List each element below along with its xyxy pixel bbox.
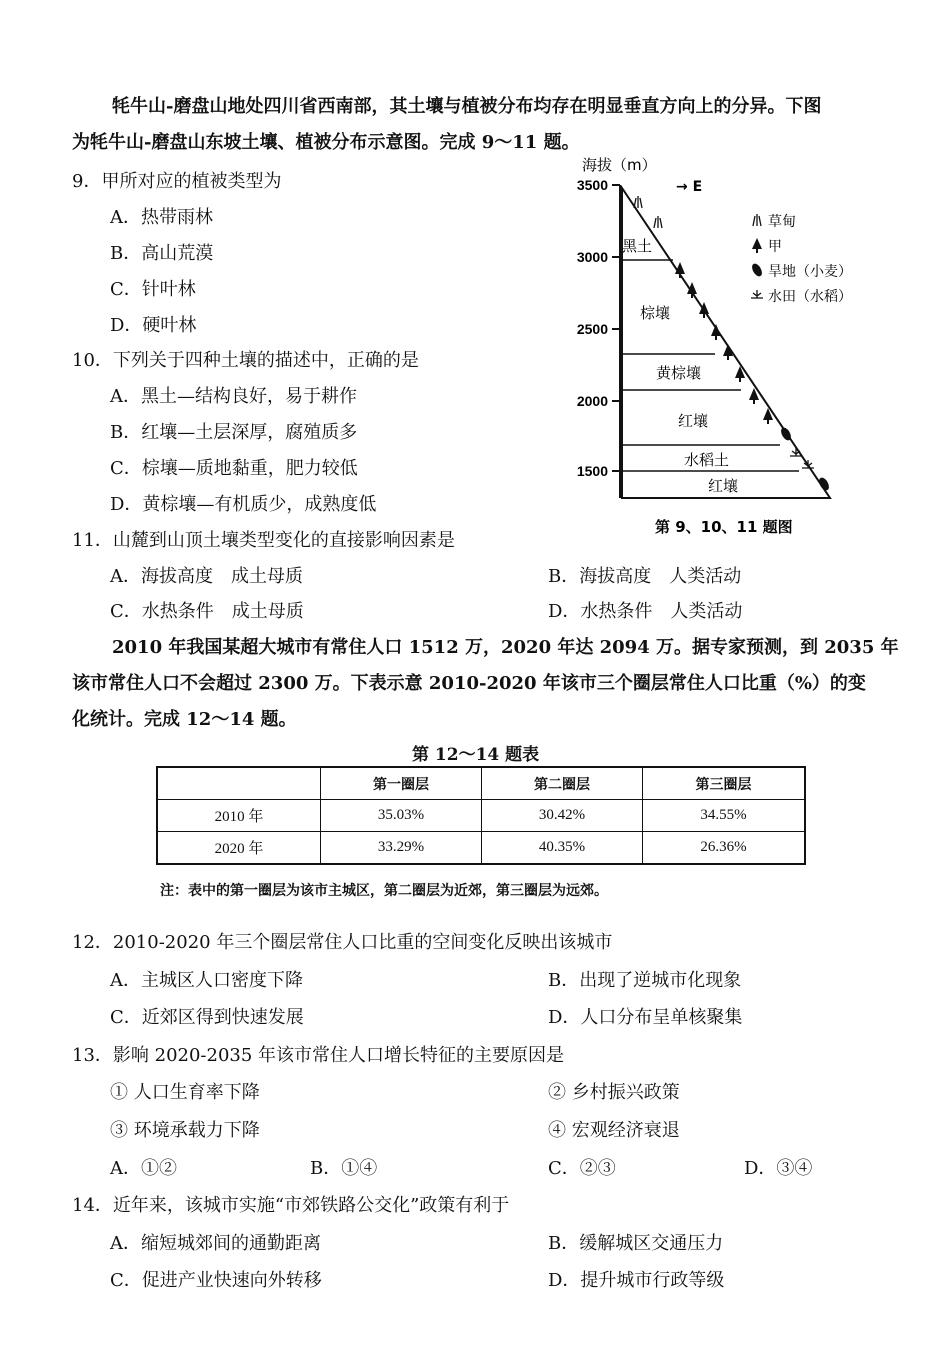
header-ring-2: 第二圈层 bbox=[482, 767, 643, 800]
tick-2000: 2000 bbox=[576, 393, 608, 409]
intro2-line-1: 2010 年我国某超大城市有常住人口 1512 万，2020 年达 2094 万。据专家预测，到 2035 年 bbox=[112, 637, 899, 658]
legend bbox=[750, 214, 852, 305]
row-year: 2010 年 bbox=[157, 800, 321, 832]
q13-option-c[interactable]: C．②③ bbox=[548, 1158, 616, 1179]
layer-red-soil-lower: 红壤 bbox=[708, 477, 739, 495]
q14-stem: 14．近年来，该城市实施“市郊铁路公交化”政策有利于 bbox=[72, 1195, 510, 1216]
q13-option-b[interactable]: B．①④ bbox=[310, 1158, 378, 1179]
q9-option-a[interactable]: A．热带雨林 bbox=[110, 207, 213, 228]
q14-option-d[interactable]: D．提升城市行政等级 bbox=[548, 1270, 725, 1291]
legend-rice-icon bbox=[751, 290, 763, 298]
q9-stem: 9．甲所对应的植被类型为 bbox=[72, 171, 282, 192]
q13-option-d[interactable]: D．③④ bbox=[744, 1158, 813, 1179]
q10-stem: 10．下列关于四种土壤的描述中，正确的是 bbox=[72, 350, 419, 371]
q12-stem: 12．2010-2020 年三个圈层常住人口比重的空间变化反映出该城市 bbox=[72, 932, 613, 953]
q9-option-d[interactable]: D．硬叶林 bbox=[110, 315, 197, 336]
table-row bbox=[157, 832, 805, 865]
header-ring-3: 第三圈层 bbox=[643, 767, 805, 800]
q13-stem: 13．影响 2020-2035 年该市常住人口增长特征的主要原因是 bbox=[72, 1045, 565, 1066]
q13-statement-3: ③ 环境承载力下降 bbox=[110, 1120, 260, 1141]
legend-tree-icon bbox=[752, 238, 762, 253]
q10-option-a[interactable]: A．黑土—结构良好，易于耕作 bbox=[110, 386, 357, 407]
intro-line-1: 牦牛山-磨盘山地处四川省西南部，其土壤与植被分布均存在明显垂直方向上的分异。下图 bbox=[112, 96, 822, 117]
q11-option-a[interactable]: A．海拔高度 成土母质 bbox=[110, 566, 303, 587]
cell: 40.35% bbox=[482, 832, 643, 865]
y-axis-title: 海拔（m） bbox=[582, 156, 657, 174]
legend-meadow: 草甸 bbox=[768, 214, 796, 230]
layer-yellow-brown-soil: 黄棕壤 bbox=[656, 364, 702, 382]
cell: 33.29% bbox=[321, 832, 482, 865]
cell: 35.03% bbox=[321, 800, 482, 832]
row-year: 2020 年 bbox=[157, 832, 321, 865]
q12-option-a[interactable]: A．主城区人口密度下降 bbox=[110, 970, 303, 991]
layer-black-soil: 黑土 bbox=[622, 237, 653, 255]
q9-option-c[interactable]: C．针叶林 bbox=[110, 279, 196, 300]
intro-line-2: 为牦牛山-磨盘山东坡土壤、植被分布示意图。完成 9～11 题。 bbox=[72, 132, 580, 153]
q14-option-b[interactable]: B．缓解城区交通压力 bbox=[548, 1233, 724, 1254]
soil-vegetation-diagram bbox=[560, 148, 880, 548]
header-blank bbox=[157, 767, 321, 800]
table-title: 第 12～14 题表 bbox=[412, 745, 540, 765]
intro2-line-2: 该市常住人口不会超过 2300 万。下表示意 2010-2020 年该市三个圈层常住人口比重（%）的变 bbox=[72, 673, 866, 694]
q13-option-a[interactable]: A．①② bbox=[110, 1158, 177, 1179]
cell: 30.42% bbox=[482, 800, 643, 832]
tick-3000: 3000 bbox=[576, 249, 608, 265]
q11-option-d[interactable]: D．水热条件 人类活动 bbox=[548, 601, 743, 622]
legend-dryland: 旱地（小麦） bbox=[768, 264, 852, 280]
legend-wheat-icon bbox=[750, 262, 764, 278]
q10-option-c[interactable]: C．棕壤—质地黏重，肥力较低 bbox=[110, 458, 358, 479]
tick-3500: 3500 bbox=[576, 177, 608, 193]
header-ring-1: 第一圈层 bbox=[321, 767, 482, 800]
layer-brown-soil: 棕壤 bbox=[640, 304, 671, 322]
q11-stem: 11．山麓到山顶土壤类型变化的直接影响因素是 bbox=[72, 530, 455, 551]
layer-paddy-soil: 水稻土 bbox=[684, 451, 730, 469]
q10-option-d[interactable]: D．黄棕壤—有机质少，成熟度低 bbox=[110, 494, 377, 515]
q11-option-c[interactable]: C．水热条件 成土母质 bbox=[110, 601, 304, 622]
table-note: 注：表中的第一圈层为该市主城区，第二圈层为近郊，第三圈层为远郊。 bbox=[160, 883, 608, 899]
q14-option-a[interactable]: A．缩短城郊间的通勤距离 bbox=[110, 1233, 321, 1254]
cell: 34.55% bbox=[643, 800, 805, 832]
direction-label: → E bbox=[676, 179, 703, 195]
q12-option-b[interactable]: B．出现了逆城市化现象 bbox=[548, 970, 742, 991]
q10-option-b[interactable]: B．红壤—土层深厚，腐殖质多 bbox=[110, 422, 358, 443]
tick-2500: 2500 bbox=[576, 321, 608, 337]
q13-statement-1: ① 人口生育率下降 bbox=[110, 1082, 260, 1103]
table-row bbox=[157, 800, 805, 832]
population-table bbox=[156, 766, 806, 865]
legend-paddy: 水田（水稻） bbox=[768, 289, 852, 305]
legend-meadow-icon bbox=[753, 214, 761, 226]
layer-red-soil-upper: 红壤 bbox=[678, 412, 709, 430]
q11-option-b[interactable]: B．海拔高度 人类活动 bbox=[548, 566, 742, 587]
q13-statement-4: ④ 宏观经济衰退 bbox=[548, 1120, 680, 1141]
q13-statement-2: ② 乡村振兴政策 bbox=[548, 1082, 680, 1103]
q12-option-d[interactable]: D．人口分布呈单核聚集 bbox=[548, 1007, 743, 1028]
q12-option-c[interactable]: C．近郊区得到快速发展 bbox=[110, 1007, 304, 1028]
legend-jia: 甲 bbox=[768, 239, 782, 255]
cell: 26.36% bbox=[643, 832, 805, 865]
figure-caption: 第 9、10、11 题图 bbox=[655, 518, 793, 536]
q9-option-b[interactable]: B．高山荒漠 bbox=[110, 243, 214, 264]
q14-option-c[interactable]: C．促进产业快速向外转移 bbox=[110, 1270, 322, 1291]
tick-1500: 1500 bbox=[576, 463, 608, 479]
table-header-row bbox=[157, 767, 805, 800]
intro2-line-3: 化统计。完成 12～14 题。 bbox=[72, 709, 297, 730]
